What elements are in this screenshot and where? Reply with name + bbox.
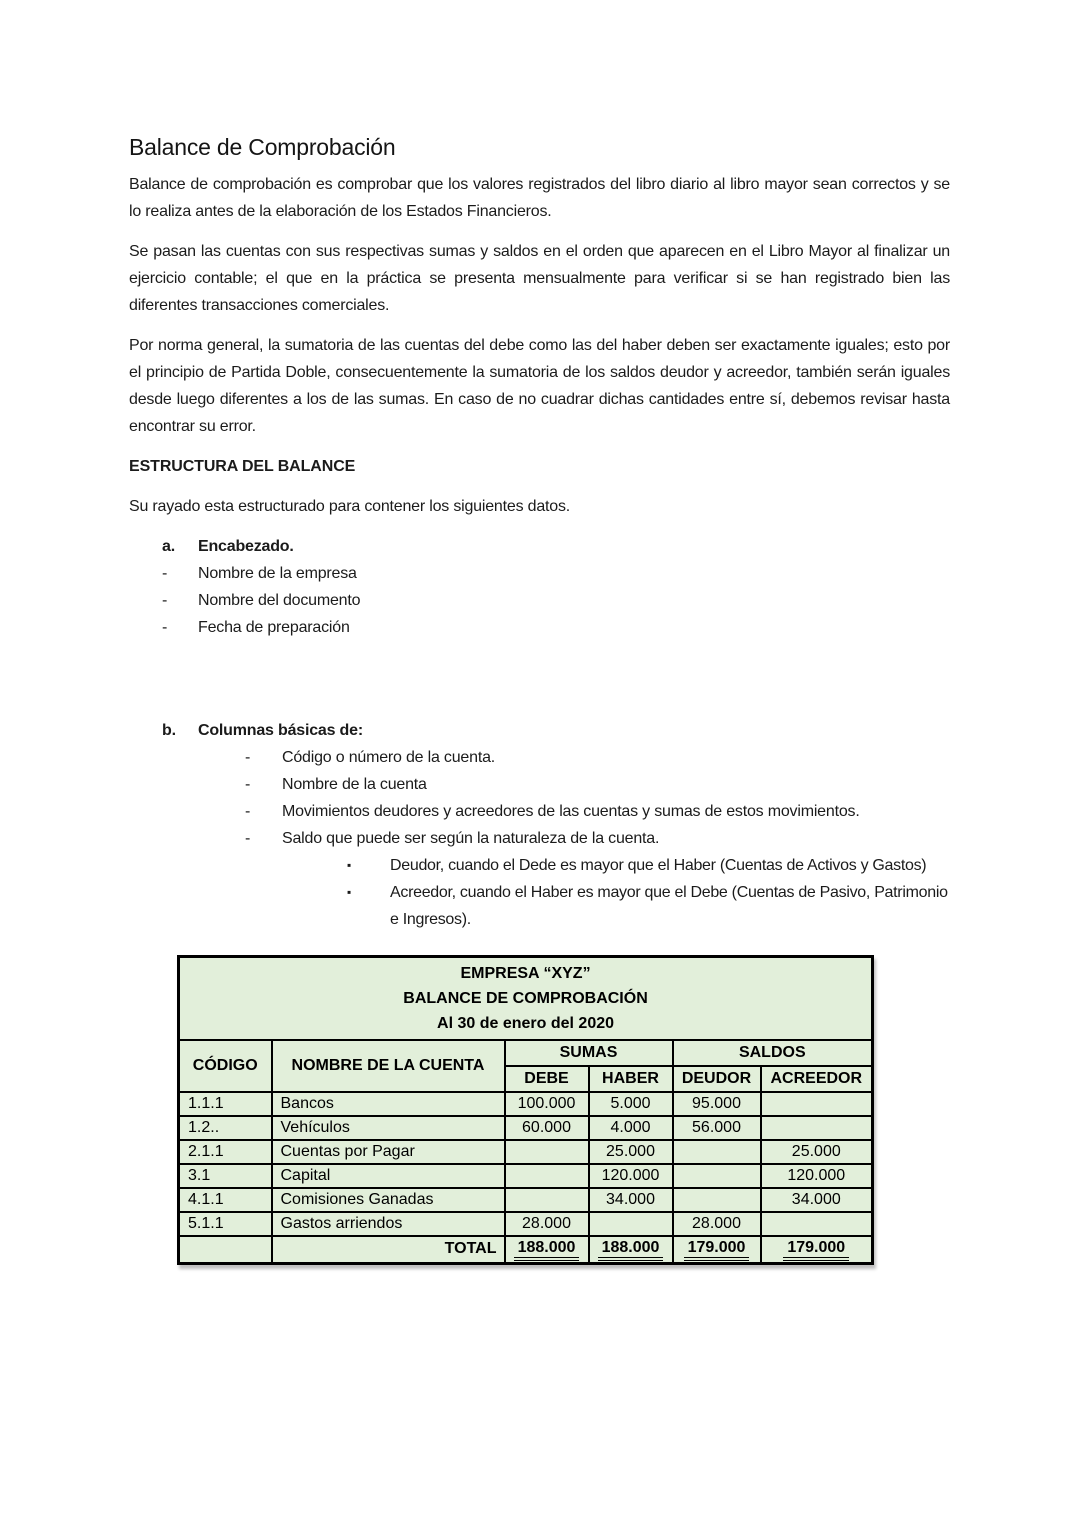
cell-acreedor <box>761 1212 873 1236</box>
cell-code: 4.1.1 <box>179 1188 272 1212</box>
cell-name: Cuentas por Pagar <box>272 1140 505 1164</box>
cell-acreedor: 120.000 <box>761 1164 873 1188</box>
cell-deudor: 95.000 <box>673 1092 761 1116</box>
table-header-row-1 <box>179 1040 873 1066</box>
cell-code: 1.2.. <box>179 1116 272 1140</box>
cell-debe <box>505 1188 589 1212</box>
table-title-cell <box>179 957 873 1041</box>
column-header-codigo: CÓDIGO <box>179 1040 272 1092</box>
dash-marker: - <box>162 619 168 636</box>
cell-debe: 28.000 <box>505 1212 589 1236</box>
column-header-acreedor: ACREEDOR <box>761 1066 873 1092</box>
column-header-debe: DEBE <box>505 1066 589 1092</box>
company-name: EMPRESA “XYZ” <box>460 965 591 982</box>
cell-haber: 34.000 <box>589 1188 673 1212</box>
paragraph-intro: Balance de comprobación es comprobar que los valores registrados del libro diario al libro mayor sean correctos y se lo realiza antes de la elaboración de los Estados Financieros. <box>129 176 950 220</box>
cell-acreedor <box>761 1092 873 1116</box>
cell-code: 2.1.1 <box>179 1140 272 1164</box>
cell-code: 3.1 <box>179 1164 272 1188</box>
total-haber: 188.000 <box>589 1236 673 1263</box>
table-total-row <box>179 1236 873 1263</box>
cell-name: Bancos <box>272 1092 505 1116</box>
column-header-sumas: SUMAS <box>505 1040 673 1066</box>
column-header-deudor: DEUDOR <box>673 1066 761 1092</box>
list-item: - Movimientos deudores y acreedores de las cuentas y sumas de estos movimientos. <box>129 798 950 825</box>
list-marker-b: b. <box>162 722 176 739</box>
square-bullet-icon: ▪ <box>347 885 352 899</box>
section-heading: ESTRUCTURA DEL BALANCE <box>129 458 356 475</box>
cell-acreedor: 34.000 <box>761 1188 873 1212</box>
dash-marker: - <box>245 749 251 766</box>
cell-deudor: 28.000 <box>673 1212 761 1236</box>
list-item: ▪ Deudor, cuando el Dede es mayor que el Haber (Cuentas de Activos y Gastos) <box>129 852 950 879</box>
list-a-title: Encabezado. <box>198 538 294 555</box>
column-header-saldos: SALDOS <box>673 1040 873 1066</box>
page-title: Balance de Comprobación <box>129 134 396 160</box>
table-row <box>179 1092 873 1116</box>
list-item: - Nombre de la cuenta <box>129 771 950 798</box>
section-intro: Su rayado esta estructurado para contener los siguientes datos. <box>129 498 571 515</box>
cell-name: Gastos arriendos <box>272 1212 505 1236</box>
cell-deudor <box>673 1188 761 1212</box>
paragraph-norma: Por norma general, la sumatoria de las cuentas del debe como las del haber deben ser exactamente iguales; esto por el principio de Partida Doble, consecuentemente la sumatoria de los saldos deudor y acreedor, también serán iguales desde luego diferentes a los de las sumas. En caso de no cuadrar dichas cantidades entre sí, debemos revisar hasta encontrar su error. <box>129 337 950 435</box>
table-row <box>179 1188 873 1212</box>
table-row <box>179 1116 873 1140</box>
cell-acreedor <box>761 1116 873 1140</box>
dash-marker: - <box>245 776 251 793</box>
total-label: TOTAL <box>272 1236 505 1263</box>
total-acreedor: 179.000 <box>761 1236 873 1263</box>
cell-debe <box>505 1164 589 1188</box>
table-row <box>179 1212 873 1236</box>
table-row <box>179 1140 873 1164</box>
list-item: - Código o número de la cuenta. <box>129 744 950 771</box>
cell-name: Capital <box>272 1164 505 1188</box>
total-deudor: 179.000 <box>673 1236 761 1263</box>
preparation-date: Al 30 de enero del 2020 <box>437 1015 615 1032</box>
cell-deudor: 56.000 <box>673 1116 761 1140</box>
square-bullet-icon: ▪ <box>347 858 352 872</box>
cell-deudor <box>673 1140 761 1164</box>
total-debe: 188.000 <box>505 1236 589 1263</box>
table-title-row <box>179 957 873 1041</box>
document-name: BALANCE DE COMPROBACIÓN <box>403 990 648 1007</box>
cell-code-empty <box>179 1236 272 1263</box>
cell-haber: 4.000 <box>589 1116 673 1140</box>
column-header-haber: HABER <box>589 1066 673 1092</box>
dash-marker: - <box>245 830 251 847</box>
list-item: - Fecha de preparación <box>129 614 950 641</box>
dash-marker: - <box>162 592 168 609</box>
cell-debe: 100.000 <box>505 1092 589 1116</box>
cell-haber: 5.000 <box>589 1092 673 1116</box>
cell-acreedor: 25.000 <box>761 1140 873 1164</box>
list-marker-a: a. <box>162 538 175 555</box>
cell-haber: 120.000 <box>589 1164 673 1188</box>
cell-debe <box>505 1140 589 1164</box>
cell-code: 1.1.1 <box>179 1092 272 1116</box>
blank-space <box>129 641 950 717</box>
table-row <box>179 1164 873 1188</box>
list-item: - Saldo que puede ser según la naturaleza de la cuenta. <box>129 825 950 852</box>
list-b-title: Columnas básicas de: <box>198 722 363 739</box>
column-header-nombre: NOMBRE DE LA CUENTA <box>272 1040 505 1092</box>
cell-debe: 60.000 <box>505 1116 589 1140</box>
cell-name: Comisiones Ganadas <box>272 1188 505 1212</box>
list-item-a-title <box>129 533 950 560</box>
cell-name: Vehículos <box>272 1116 505 1140</box>
cell-code: 5.1.1 <box>179 1212 272 1236</box>
cell-haber <box>589 1212 673 1236</box>
list-item: - Nombre de la empresa <box>129 560 950 587</box>
dash-marker: - <box>245 803 251 820</box>
list-item: ▪ Acreedor, cuando el Haber es mayor que el Debe (Cuentas de Pasivo, Patrimonio e Ingresos). <box>129 879 950 933</box>
list-item: - Nombre del documento <box>129 587 950 614</box>
list-item-b-title <box>129 717 950 744</box>
cell-deudor <box>673 1164 761 1188</box>
paragraph-cuentas: Se pasan las cuentas con sus respectivas sumas y saldos en el orden que aparecen en el Libro Mayor al finalizar un ejercicio contable; el que en la práctica se presenta mensualmente para verificar si se han registrado bien las diferentes transacciones comerciales. <box>129 243 950 314</box>
balance-table <box>177 955 874 1265</box>
dash-marker: - <box>162 565 168 582</box>
cell-haber: 25.000 <box>589 1140 673 1164</box>
